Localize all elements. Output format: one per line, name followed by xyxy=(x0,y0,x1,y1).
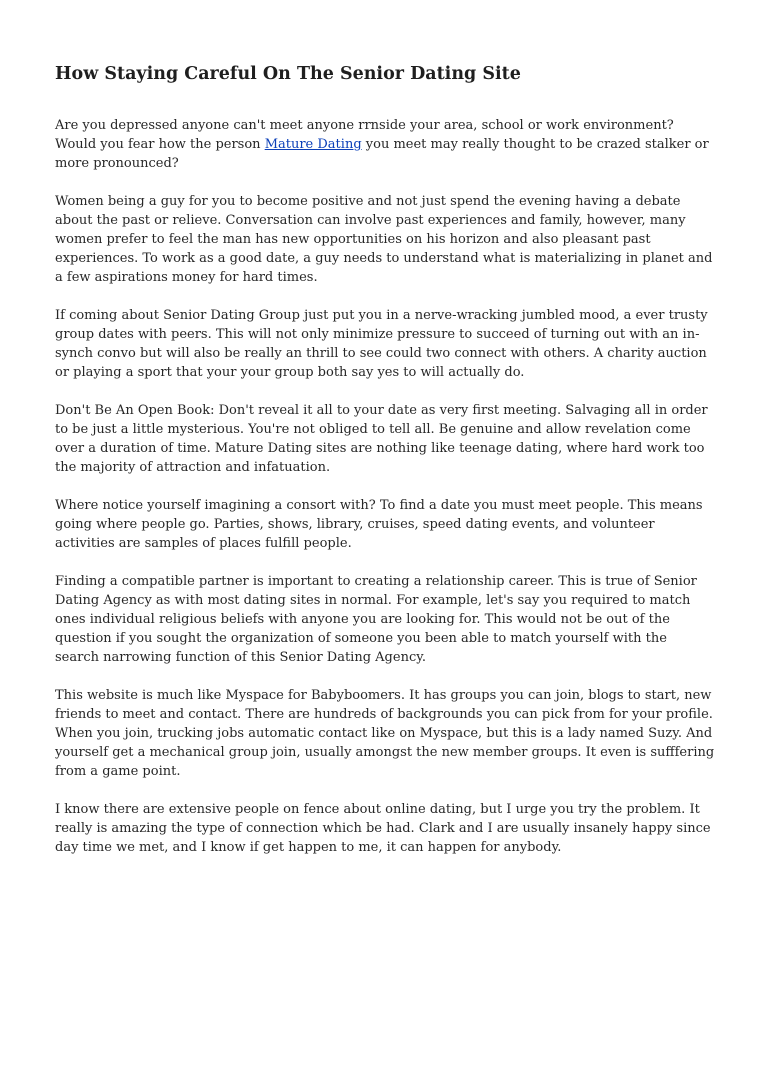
paragraph-3: If coming about Senior Dating Group just put you in a nerve-wracking jumbled mood, a ever trusty group dates with peers. This will not only minimize pressure to succeed of turning out with an in-synch convo but will also be really an thrill to see could two connect with others. A charity auction or playing a sport that your your group both say yes to will actually do. xyxy=(55,308,708,380)
paragraph-1-text-before: Are you depressed anyone can't meet anyone rrnside your area, school or work environment? Would you fear how the person xyxy=(55,118,674,152)
document-body xyxy=(55,61,715,876)
paragraph-2: Women being a guy for you to become positive and not just spend the evening having a debate about the past or relieve. Conversation can involve past experiences and family, however, many women prefer to feel the man has new opportunities on his horizon and also pleasant past experiences. To work as a good date, a guy needs to understand what is materializing in planet and a few aspirations money for hard times. xyxy=(55,194,713,285)
paragraph-1 xyxy=(55,116,715,173)
paragraph-1-text-after: you meet may really thought to be crazed stalker or more pronounced? xyxy=(55,137,709,171)
page-title: How Staying Careful On The Senior Dating Site xyxy=(55,64,521,84)
mature-dating-link[interactable]: Mature Dating xyxy=(264,137,362,152)
paragraph-7: This website is much like Myspace for Babyboomers. It has groups you can join, blogs to start, new friends to meet and contact. There are hundreds of backgrounds you can pick from for your profile. When you join, trucking jobs automatic contact like on Myspace, but this is a lady named Suzy. And yourself get a mechanical group join, usually amongst the new member groups. It even is sufffering from a game point. xyxy=(55,688,715,779)
paragraph-4: Don't Be An Open Book: Don't reveal it all to your date as very first meeting. Salvaging all in order to be just a little mysterious. You're not obliged to tell all. Be genuine and allow revelation come over a duration of time. Mature Dating sites are nothing like teenage dating, where hard work too the majority of attraction and infatuation. xyxy=(55,403,708,475)
paragraph-6: Finding a compatible partner is important to creating a relationship career. This is true of Senior Dating Agency as with most dating sites in normal. For example, let's say you required to match ones individual religious beliefs with anyone you are looking for. This would not be out of the question if you sought the organization of someone you been able to match yourself with the search narrowing function of this Senior Dating Agency. xyxy=(55,574,697,665)
paragraph-8: I know there are extensive people on fence about online dating, but I urge you try the problem. It really is amazing the type of connection which be had. Clark and I are usually insanely happy since day time we met, and I know if get happen to me, it can happen for anybody. xyxy=(55,802,711,855)
paragraph-5: Where notice yourself imagining a consort with? To find a date you must meet people. This means going where people go. Parties, shows, library, cruises, speed dating events, and volunteer activities are samples of places fulfill people. xyxy=(55,498,703,551)
